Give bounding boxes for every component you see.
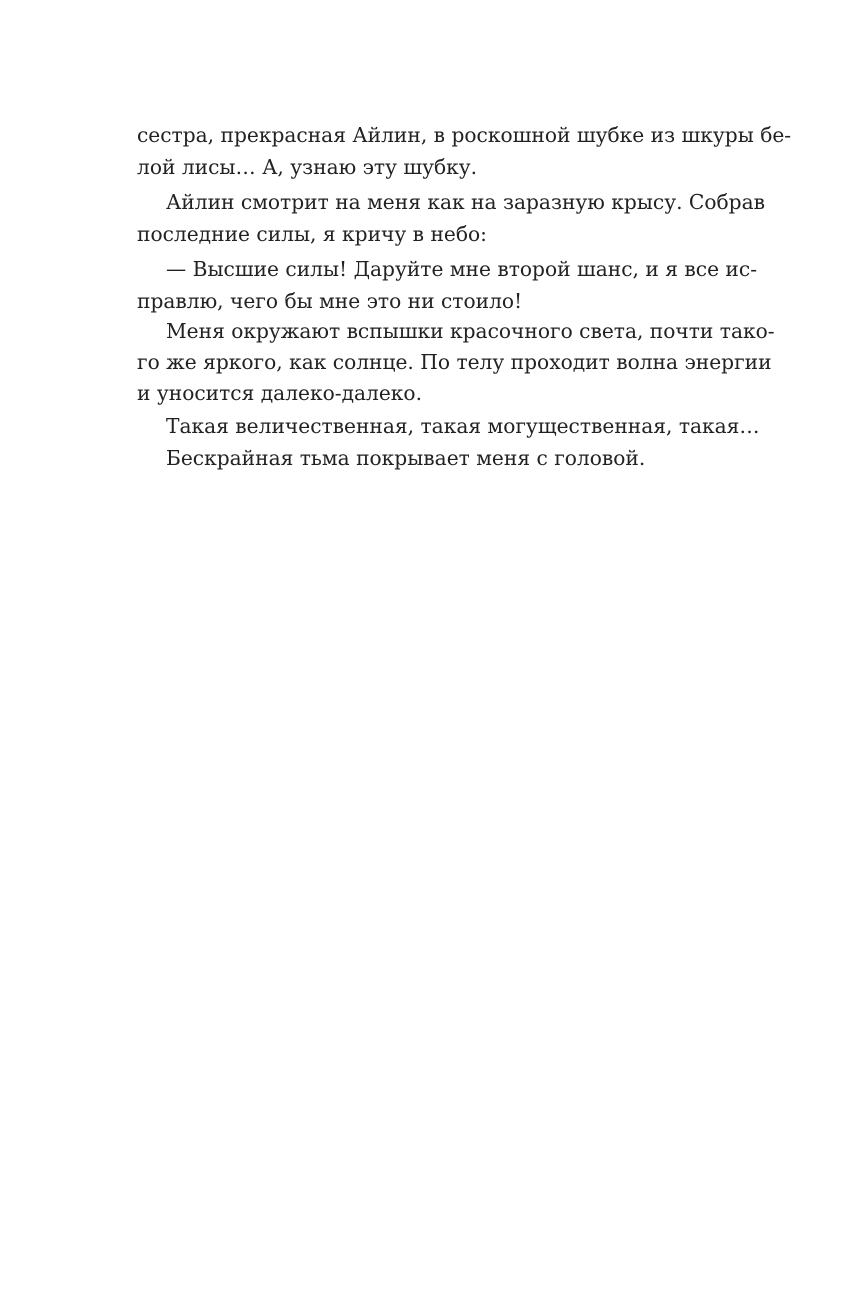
text-line: Меня окружают вспышки красочного света, почти тако- [166, 319, 775, 343]
text-line: правлю, чего бы мне это ни стоило! [137, 289, 523, 313]
text-line: лой лисы… А, узнаю эту шубку. [137, 155, 478, 179]
text-line: Такая величественная, такая могущественная, такая… [166, 414, 760, 438]
text-line: го же яркого, как солнце. По телу проходит волна энергии [137, 350, 772, 374]
text-line: сестра, прекрасная Айлин, в роскошной шубке из шкуры бе- [137, 123, 792, 147]
text-line: Айлин смотрит на меня как на заразную крысу. Собрав [166, 190, 765, 214]
text-line: и уносится далеко-далеко. [137, 381, 423, 405]
text-line: Бескрайная тьма покрывает меня с головой. [166, 446, 646, 470]
text-line: последние силы, я кричу в небо: [137, 222, 487, 246]
text-line: — Высшие силы! Даруйте мне второй шанс, и я все ис- [166, 257, 758, 281]
